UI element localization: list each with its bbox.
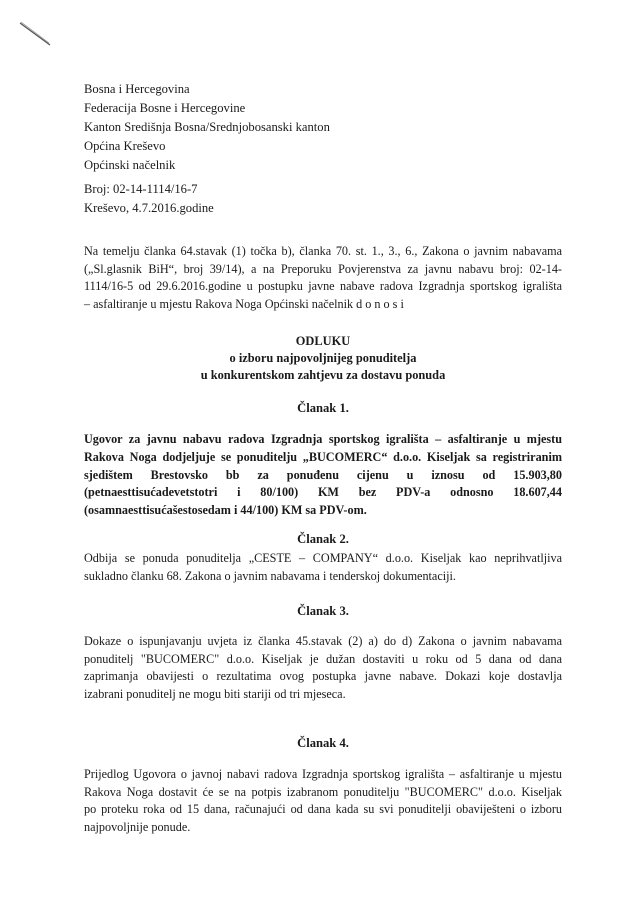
decision-title-block xyxy=(84,333,562,384)
article-3-heading: Članak 3. xyxy=(297,604,349,618)
decision-subtitle: o izboru najpovoljnijeg ponuditelja xyxy=(229,351,417,365)
decision-subtitle: u konkurentskom zahtjevu za dostavu ponuda xyxy=(200,368,446,382)
article-1-text xyxy=(84,431,562,520)
article-line: zaprimanja obavijesti o rezultatima ovog postupka javne nabave. Dokazi koje dostavlja xyxy=(84,669,562,683)
article-3-text xyxy=(84,633,562,703)
header-canton: Kanton Središnja Bosna/Srednjobosanski kanton xyxy=(84,120,330,134)
reference-number: Broj: 02-14-1114/16-7 xyxy=(84,182,198,196)
article-line: ponuditelj "BUCOMERC" d.o.o. Kiseljak je dužan dostaviti u roku od 5 dana od dana xyxy=(84,651,562,666)
preamble-paragraph xyxy=(84,243,562,313)
article-line: Prijedlog Ugovora o javnoj nabavi radova Izgradnja sportskog igrališta – asfaltiranje u mjestu xyxy=(84,767,562,781)
reference-block xyxy=(84,180,214,218)
header-federation: Federacija Bosne i Hercegovine xyxy=(84,101,246,115)
place-date: Kreševo, 4.7.2016.godine xyxy=(84,201,214,215)
institution-header xyxy=(84,80,330,175)
article-line: Odbija se ponuda ponuditelja „CESTE – COMPANY“ d.o.o. Kiseljak kao neprihvatljiva xyxy=(84,551,562,565)
header-municipality: Općina Kreševo xyxy=(84,139,166,153)
article-line: sjedištem Brestovsko bb za ponuđenu cijenu u iznosu od 15.903,80 xyxy=(84,467,562,482)
preamble-line: 1114/16-5 od 29.6.2016.godine u postupku javne nabave radova Izgradnja sportskog igrališta xyxy=(84,279,562,293)
header-country: Bosna i Hercegovina xyxy=(84,82,190,96)
article-2-heading: Članak 2. xyxy=(297,532,349,546)
decision-title: ODLUKU xyxy=(295,334,351,348)
article-line: po proteku roka od 15 dana, računajući od dana kada su svi ponuditelji obaviješteni o izboru xyxy=(84,802,562,816)
article-line: sukladno članku 68. Zakona o javnim nabavama i tenderskoj dokumentaciji. xyxy=(84,568,456,583)
header-office: Općinski načelnik xyxy=(84,158,176,172)
article-2-text xyxy=(84,550,562,585)
article-line: najpovoljnije ponude. xyxy=(84,819,191,834)
article-4-heading: Članak 4. xyxy=(297,736,349,750)
article-line: Dokaze o ispunjavanju uvjeta iz članka 45.stavak (2) a) do d) Zakona o javnim nabavama xyxy=(84,634,562,648)
preamble-line: – asfaltiranje u mjestu Rakova Noga Općinski načelnik d o n o s i xyxy=(84,296,404,311)
article-1-heading: Članak 1. xyxy=(297,401,349,415)
article-line: (petnaesttisućadevetstotri i 80/100) KM bez PDV-a odnosno 18.607,44 xyxy=(84,485,562,500)
article-line: (osamnaesttisućašestosedam i 44/100) KM sa PDV-om. xyxy=(84,503,367,518)
article-line: Rakova Noga dostavit će se na potpis izabranom ponuditelju "BUCOMERC" d.o.o. Kiseljak xyxy=(84,784,562,799)
staple-mark-icon xyxy=(18,20,52,48)
preamble-line: („Sl.glasnik BiH“, broj 39/14), a na Preporuku Povjerenstva za javnu nabavu broj: 02-14- xyxy=(84,261,562,276)
article-line: izabrani ponuditelj ne mogu biti stariji od tri mjeseca. xyxy=(84,686,346,701)
article-4-text xyxy=(84,766,562,836)
article-line: Ugovor za javnu nabavu radova Izgradnja sportskog igrališta – asfaltiranje u mjestu xyxy=(84,432,562,446)
preamble-line: Na temelju članka 64.stavak (1) točka b), članka 70. st. 1., 3., 6., Zakona o javnim nabavama xyxy=(84,244,562,258)
article-line: Rakova Noga dodjeljuje se ponuditelju „BUCOMERC“ d.o.o. Kiseljak sa registriranim xyxy=(84,449,562,464)
